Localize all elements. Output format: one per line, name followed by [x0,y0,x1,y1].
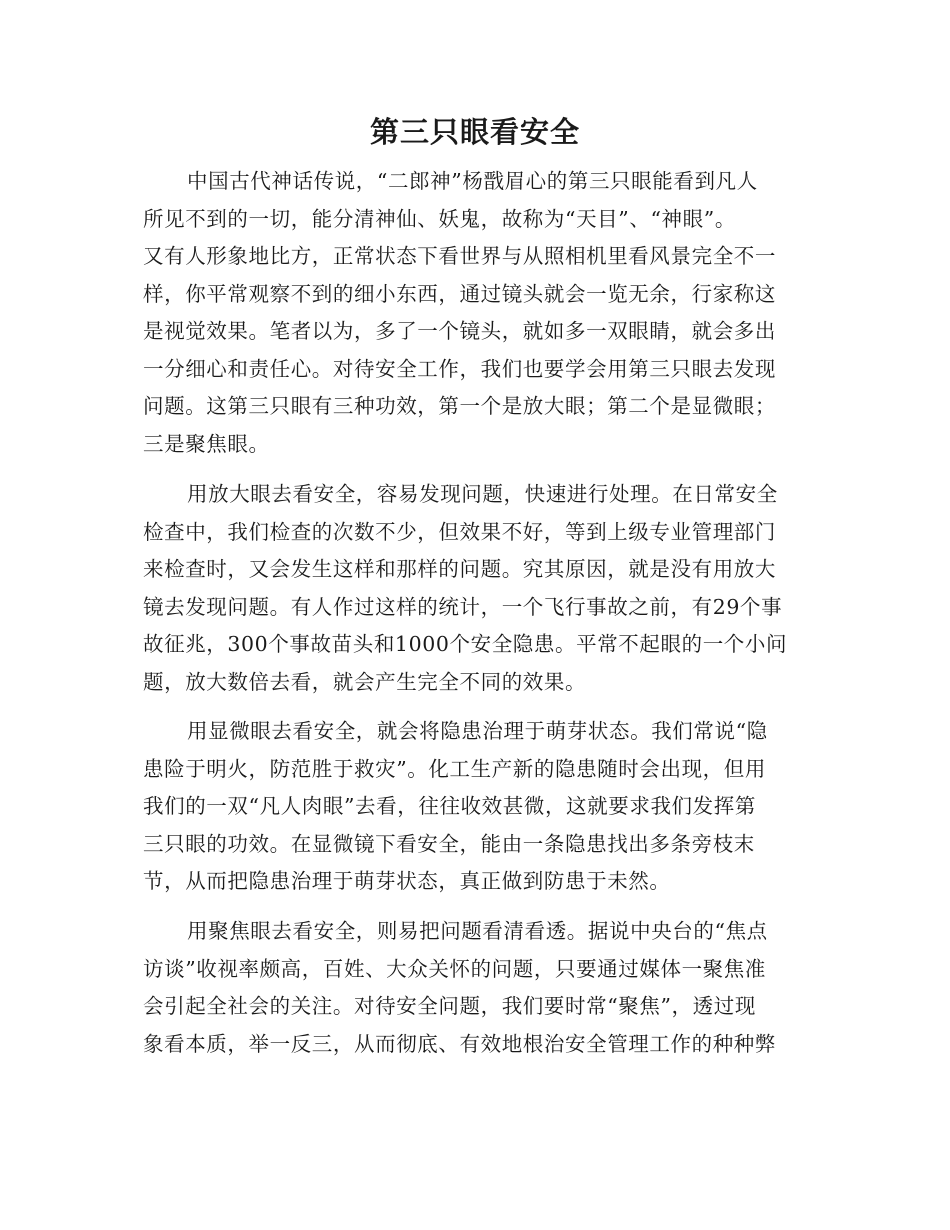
paragraph-line: 所见不到的一切，能分清神仙、妖鬼，故称为“天目”、“神眼”。 [143,206,736,231]
paragraph-line: 题，放大数倍去看，就会产生完全不同的效果。 [143,669,587,694]
paragraph-line: 是视觉效果。笔者以为，多了一个镜头，就如多一双眼睛，就会多出 [143,319,776,343]
paragraph-line: 镜去发现问题。有人作过这样的统计，一个飞行事故之前，有29个事 [143,594,783,619]
paragraph-line: 用显微眼去看安全，就会将隐患治理于萌芽状态。我们常说“隐 [187,719,768,743]
paragraph-line: 又有人形象地比方，正常状态下看世界与从照相机里看风景完全不一 [143,244,776,268]
paragraph-line: 检查中，我们检查的次数不少，但效果不好，等到上级专业管理部门 [143,519,776,544]
paragraph-line: 用聚焦眼去看安全，则易把问题看清看透。据说中央台的“焦点 [187,919,768,943]
paragraph-line: 一分细心和责任心。对待安全工作，我们也要学会用第三只眼去发现 [143,356,776,381]
paragraph-line: 节，从而把隐患治理于萌芽状态，真正做到防患于未然。 [143,869,671,893]
paragraph-line: 访谈”收视率颇高，百姓、大众关怀的问题，只要通过媒体一聚焦准 [143,956,766,981]
paragraph-line: 我们的一双“凡人肉眼”去看，往往收效甚微，这就要求我们发挥第 [143,794,756,818]
paragraph-microscope [143,713,803,901]
paragraph-line: 问题。这第三只眼有三种功效，第一个是放大眼；第二个是显微眼； [143,394,776,418]
paragraph-line: 三只眼的功效。在显微镜下看安全，能由一条隐患找出多条旁枝末 [143,831,755,856]
paragraph-intro [143,163,803,463]
paragraph-line: 中国古代神话传说，“二郎神”杨戬眉心的第三只眼能看到凡人 [187,169,758,193]
paragraph-line: 用放大眼去看安全，容易发现问题，快速进行处理。在日常安全 [187,482,778,506]
paragraph-magnify [143,476,803,701]
paragraph-line: 三是聚焦眼。 [143,431,270,456]
paragraph-line: 来检查时，又会发生这样和那样的问题。究其原因，就是没有用放大 [143,557,776,581]
paragraph-line: 故征兆，300个事故苗头和1000个安全隐患。平常不起眼的一个小问 [143,632,788,656]
paragraph-focus [143,913,803,1063]
document-title: 第三只眼看安全 [369,115,580,149]
paragraph-line: 样，你平常观察不到的细小东西，通过镜头就会一览无余，行家称这 [143,281,776,306]
paragraph-line: 象看本质，举一反三，从而彻底、有效地根治安全管理工作的种种弊 [143,1031,776,1056]
paragraph-line: 患险于明火，防范胜于救灾”。化工生产新的隐患随时会出现，但用 [143,756,766,781]
paragraph-line: 会引起全社会的关注。对待安全问题，我们要时常“聚焦”，透过现 [143,994,756,1018]
